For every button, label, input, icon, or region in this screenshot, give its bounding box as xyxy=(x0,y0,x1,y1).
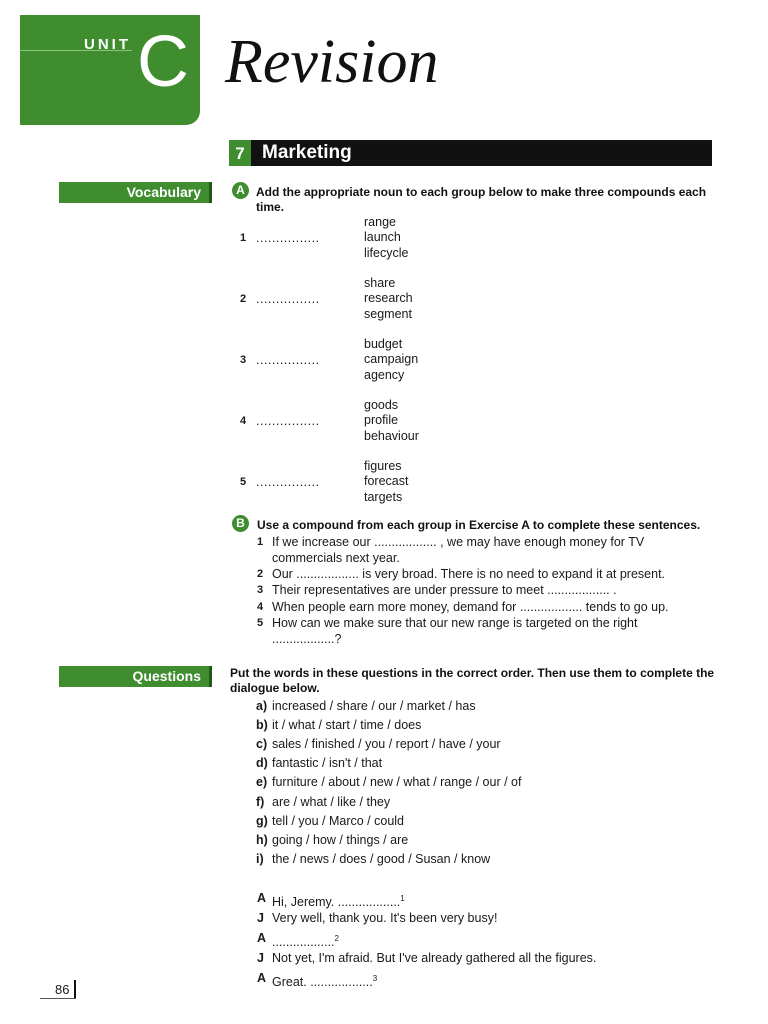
question-letter: h) xyxy=(256,832,268,847)
dialogue-speaker: J xyxy=(257,951,264,965)
group-number: 5 xyxy=(240,476,247,488)
question-letter: b) xyxy=(256,718,268,733)
sentence-line: Our .................. is very broad. There is no need to expand it at present. xyxy=(272,567,666,581)
dialogue-line xyxy=(272,911,497,927)
exercise-a-instruction-line: time. xyxy=(256,200,285,214)
group-word: research xyxy=(364,291,413,306)
question-letter: e) xyxy=(256,775,268,790)
group-word: campaign xyxy=(364,352,419,367)
group-blank: ................ xyxy=(256,353,320,367)
group-word: lifecycle xyxy=(364,245,409,260)
dialogue-line xyxy=(272,891,405,911)
group-word: targets xyxy=(364,489,403,504)
exercise-b-badge: B xyxy=(232,515,249,532)
sentence-line: ..................? xyxy=(272,631,342,646)
question-words: increased / share / our / market / has xyxy=(272,699,476,713)
group-word: profile xyxy=(364,413,399,428)
question-letter: c) xyxy=(256,737,268,752)
sentence-line: commercials next year. xyxy=(272,550,400,565)
page-number: 86 xyxy=(55,982,70,997)
unit-word: UNIT xyxy=(84,36,131,53)
group-blank: ................ xyxy=(256,475,320,489)
questions-label: Questions xyxy=(59,666,212,687)
dialogue-speaker: J xyxy=(257,911,264,925)
page-number-bar xyxy=(74,980,76,998)
question-words: the / news / does / good / Susan / know xyxy=(272,851,491,866)
question-letter: a) xyxy=(256,699,268,713)
section-number: 7 xyxy=(229,140,251,166)
exercise-a-instruction-line: Add the appropriate noun to each group below to make three compounds each xyxy=(256,185,707,199)
dialogue-speaker: A xyxy=(257,891,267,905)
dialogue-gap-number: 3 xyxy=(372,974,378,983)
dialogue-text: Not yet, I'm afraid. But I've already gathered all the figures. xyxy=(272,951,597,965)
dialogue-line xyxy=(272,951,596,967)
question-words: tell / you / Marco / could xyxy=(272,813,405,828)
question-words: are / what / like / they xyxy=(272,794,391,809)
sentence-line: If we increase our .................. , we may have enough money for TV xyxy=(272,535,645,549)
questions-instruction-line: dialogue below. xyxy=(230,681,320,695)
dialogue-gap-number: 2 xyxy=(334,934,339,943)
question-words: sales / finished / you / report / have / your xyxy=(272,737,501,752)
section-title: Marketing xyxy=(262,142,352,163)
page-title: Revision xyxy=(225,28,439,96)
group-blank: ................ xyxy=(256,231,320,245)
vocabulary-label: Vocabulary xyxy=(59,182,212,203)
page-number-rule xyxy=(40,998,76,999)
group-word: forecast xyxy=(364,474,409,489)
sentence-number: 5 xyxy=(257,617,264,629)
sentence-line: When people earn more money, demand for .................. tends to go up. xyxy=(272,600,669,614)
group-word: share xyxy=(364,276,396,290)
dialogue-gap-number: 1 xyxy=(400,894,405,903)
group-number: 1 xyxy=(240,232,247,244)
exercise-a-instruction xyxy=(256,185,706,215)
group-word: goods xyxy=(364,398,399,412)
group-blank: ................ xyxy=(256,414,320,428)
question-words: fantastic / isn't / that xyxy=(272,756,383,771)
exercise-a-badge: A xyxy=(232,182,249,199)
question-letter: d) xyxy=(256,756,268,771)
dialogue-text: Great. .................. xyxy=(272,975,373,990)
group-blank: ................ xyxy=(256,292,320,306)
sentence-line: Their representatives are under pressure to meet .................. . xyxy=(272,583,617,597)
sentence-number: 2 xyxy=(257,568,264,580)
sentence-number: 3 xyxy=(257,584,264,596)
question-letter: f) xyxy=(256,794,265,809)
sentence-line: How can we make sure that our new range is targeted on the right xyxy=(272,616,638,630)
question-words: going / how / things / are xyxy=(272,832,409,847)
dialogue-line xyxy=(272,971,377,991)
dialogue-text: Very well, thank you. It's been very busy! xyxy=(272,911,498,925)
dialogue-text: .................. xyxy=(272,935,335,950)
group-word: launch xyxy=(364,230,401,245)
question-words: furniture / about / new / what / range / our / of xyxy=(272,775,522,790)
dialogue-text: Hi, Jeremy. .................. xyxy=(272,895,401,910)
group-word: behaviour xyxy=(364,428,419,443)
questions-instruction xyxy=(230,666,714,696)
group-number: 3 xyxy=(240,354,247,366)
group-word: range xyxy=(364,215,396,229)
sentence-number: 1 xyxy=(257,536,264,548)
dialogue-line xyxy=(272,931,339,951)
group-number: 4 xyxy=(240,415,247,427)
exercise-b-instruction: Use a compound from each group in Exercise A to complete these sentences. xyxy=(257,518,701,532)
questions-instruction-line: Put the words in these questions in the correct order. Then use them to complete the xyxy=(230,666,715,680)
dialogue-speaker: A xyxy=(257,931,267,945)
group-word: figures xyxy=(364,459,402,473)
group-word: budget xyxy=(364,337,403,351)
unit-letter: C xyxy=(137,22,189,102)
question-words: it / what / start / time / does xyxy=(272,718,422,733)
dialogue-speaker: A xyxy=(257,971,267,985)
question-letter: i) xyxy=(256,851,264,866)
sentence-number: 4 xyxy=(257,601,264,613)
group-number: 2 xyxy=(240,293,247,305)
group-word: agency xyxy=(364,367,405,382)
group-word: segment xyxy=(364,306,412,321)
question-letter: g) xyxy=(256,813,268,828)
